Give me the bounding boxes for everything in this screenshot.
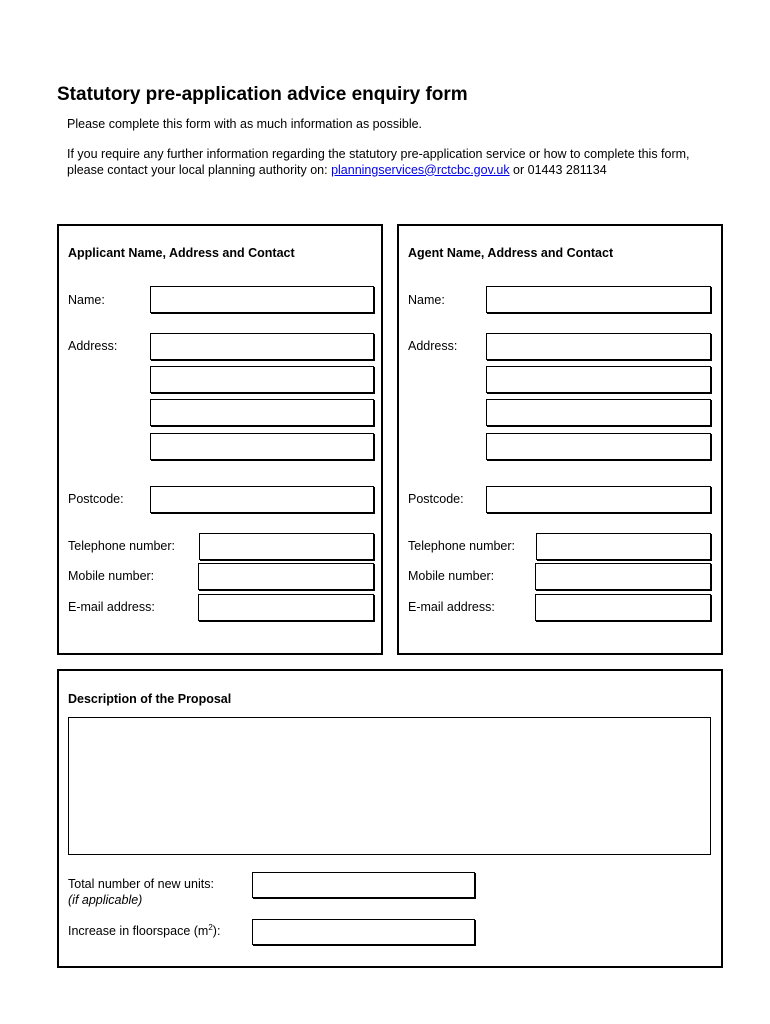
applicant-postcode-label: Postcode: <box>68 492 124 506</box>
units-note: (if applicable) <box>68 893 143 907</box>
proposal-heading: Description of the Proposal <box>68 692 232 706</box>
applicant-mobile-label: Mobile number: <box>68 569 155 583</box>
intro-text: Please complete this form with as much information as possible. <box>67 117 423 131</box>
applicant-postcode-input[interactable] <box>150 486 374 513</box>
contact-email-link[interactable]: planningservices@rctcbc.gov.uk <box>331 162 510 177</box>
agent-email-input[interactable] <box>535 594 711 621</box>
agent-address-line-2[interactable] <box>486 366 711 393</box>
agent-address-line-3[interactable] <box>486 399 711 426</box>
agent-email-label: E-mail address: <box>408 600 495 614</box>
applicant-email-label: E-mail address: <box>68 600 155 614</box>
units-input[interactable] <box>252 872 475 898</box>
applicant-telephone-input[interactable] <box>199 533 374 560</box>
applicant-mobile-input[interactable] <box>198 563 374 590</box>
contact-text-before: If you require any further information regarding the statutory pre-application service or how to complete this form, please contact your local planning authority on: <box>67 147 690 177</box>
applicant-address-line-2[interactable] <box>150 366 374 393</box>
contact-paragraph <box>67 147 727 178</box>
applicant-address-line-3[interactable] <box>150 399 374 426</box>
applicant-name-label: Name: <box>68 293 105 307</box>
floorspace-label <box>68 923 220 938</box>
proposal-description-textarea[interactable] <box>68 717 711 855</box>
agent-postcode-label: Postcode: <box>408 492 464 506</box>
floorspace-label-end: ): <box>212 924 221 939</box>
applicant-telephone-label: Telephone number: <box>68 539 176 553</box>
applicant-email-input[interactable] <box>198 594 374 621</box>
agent-postcode-input[interactable] <box>486 486 711 513</box>
agent-address-line-1[interactable] <box>486 333 711 360</box>
applicant-address-label: Address: <box>68 339 118 353</box>
applicant-heading: Applicant Name, Address and Contact <box>68 246 295 260</box>
agent-address-line-4[interactable] <box>486 433 711 460</box>
units-label: Total number of new units: <box>68 877 214 891</box>
floorspace-superscript: 2 <box>208 923 213 932</box>
agent-telephone-input[interactable] <box>536 533 711 560</box>
agent-name-input[interactable] <box>486 286 711 313</box>
agent-heading: Agent Name, Address and Contact <box>408 246 614 260</box>
applicant-name-input[interactable] <box>150 286 374 313</box>
contact-text-after: or 01443 281134 <box>509 162 607 177</box>
floorspace-label-text: Increase in floorspace (m <box>68 924 209 939</box>
agent-name-label: Name: <box>408 293 445 307</box>
agent-telephone-label: Telephone number: <box>408 539 516 553</box>
agent-address-label: Address: <box>408 339 458 353</box>
applicant-address-line-4[interactable] <box>150 433 374 460</box>
page-title: Statutory pre-application advice enquiry form <box>57 84 468 105</box>
agent-mobile-label: Mobile number: <box>408 569 495 583</box>
agent-mobile-input[interactable] <box>535 563 711 590</box>
applicant-address-line-1[interactable] <box>150 333 374 360</box>
floorspace-input[interactable] <box>252 919 475 945</box>
